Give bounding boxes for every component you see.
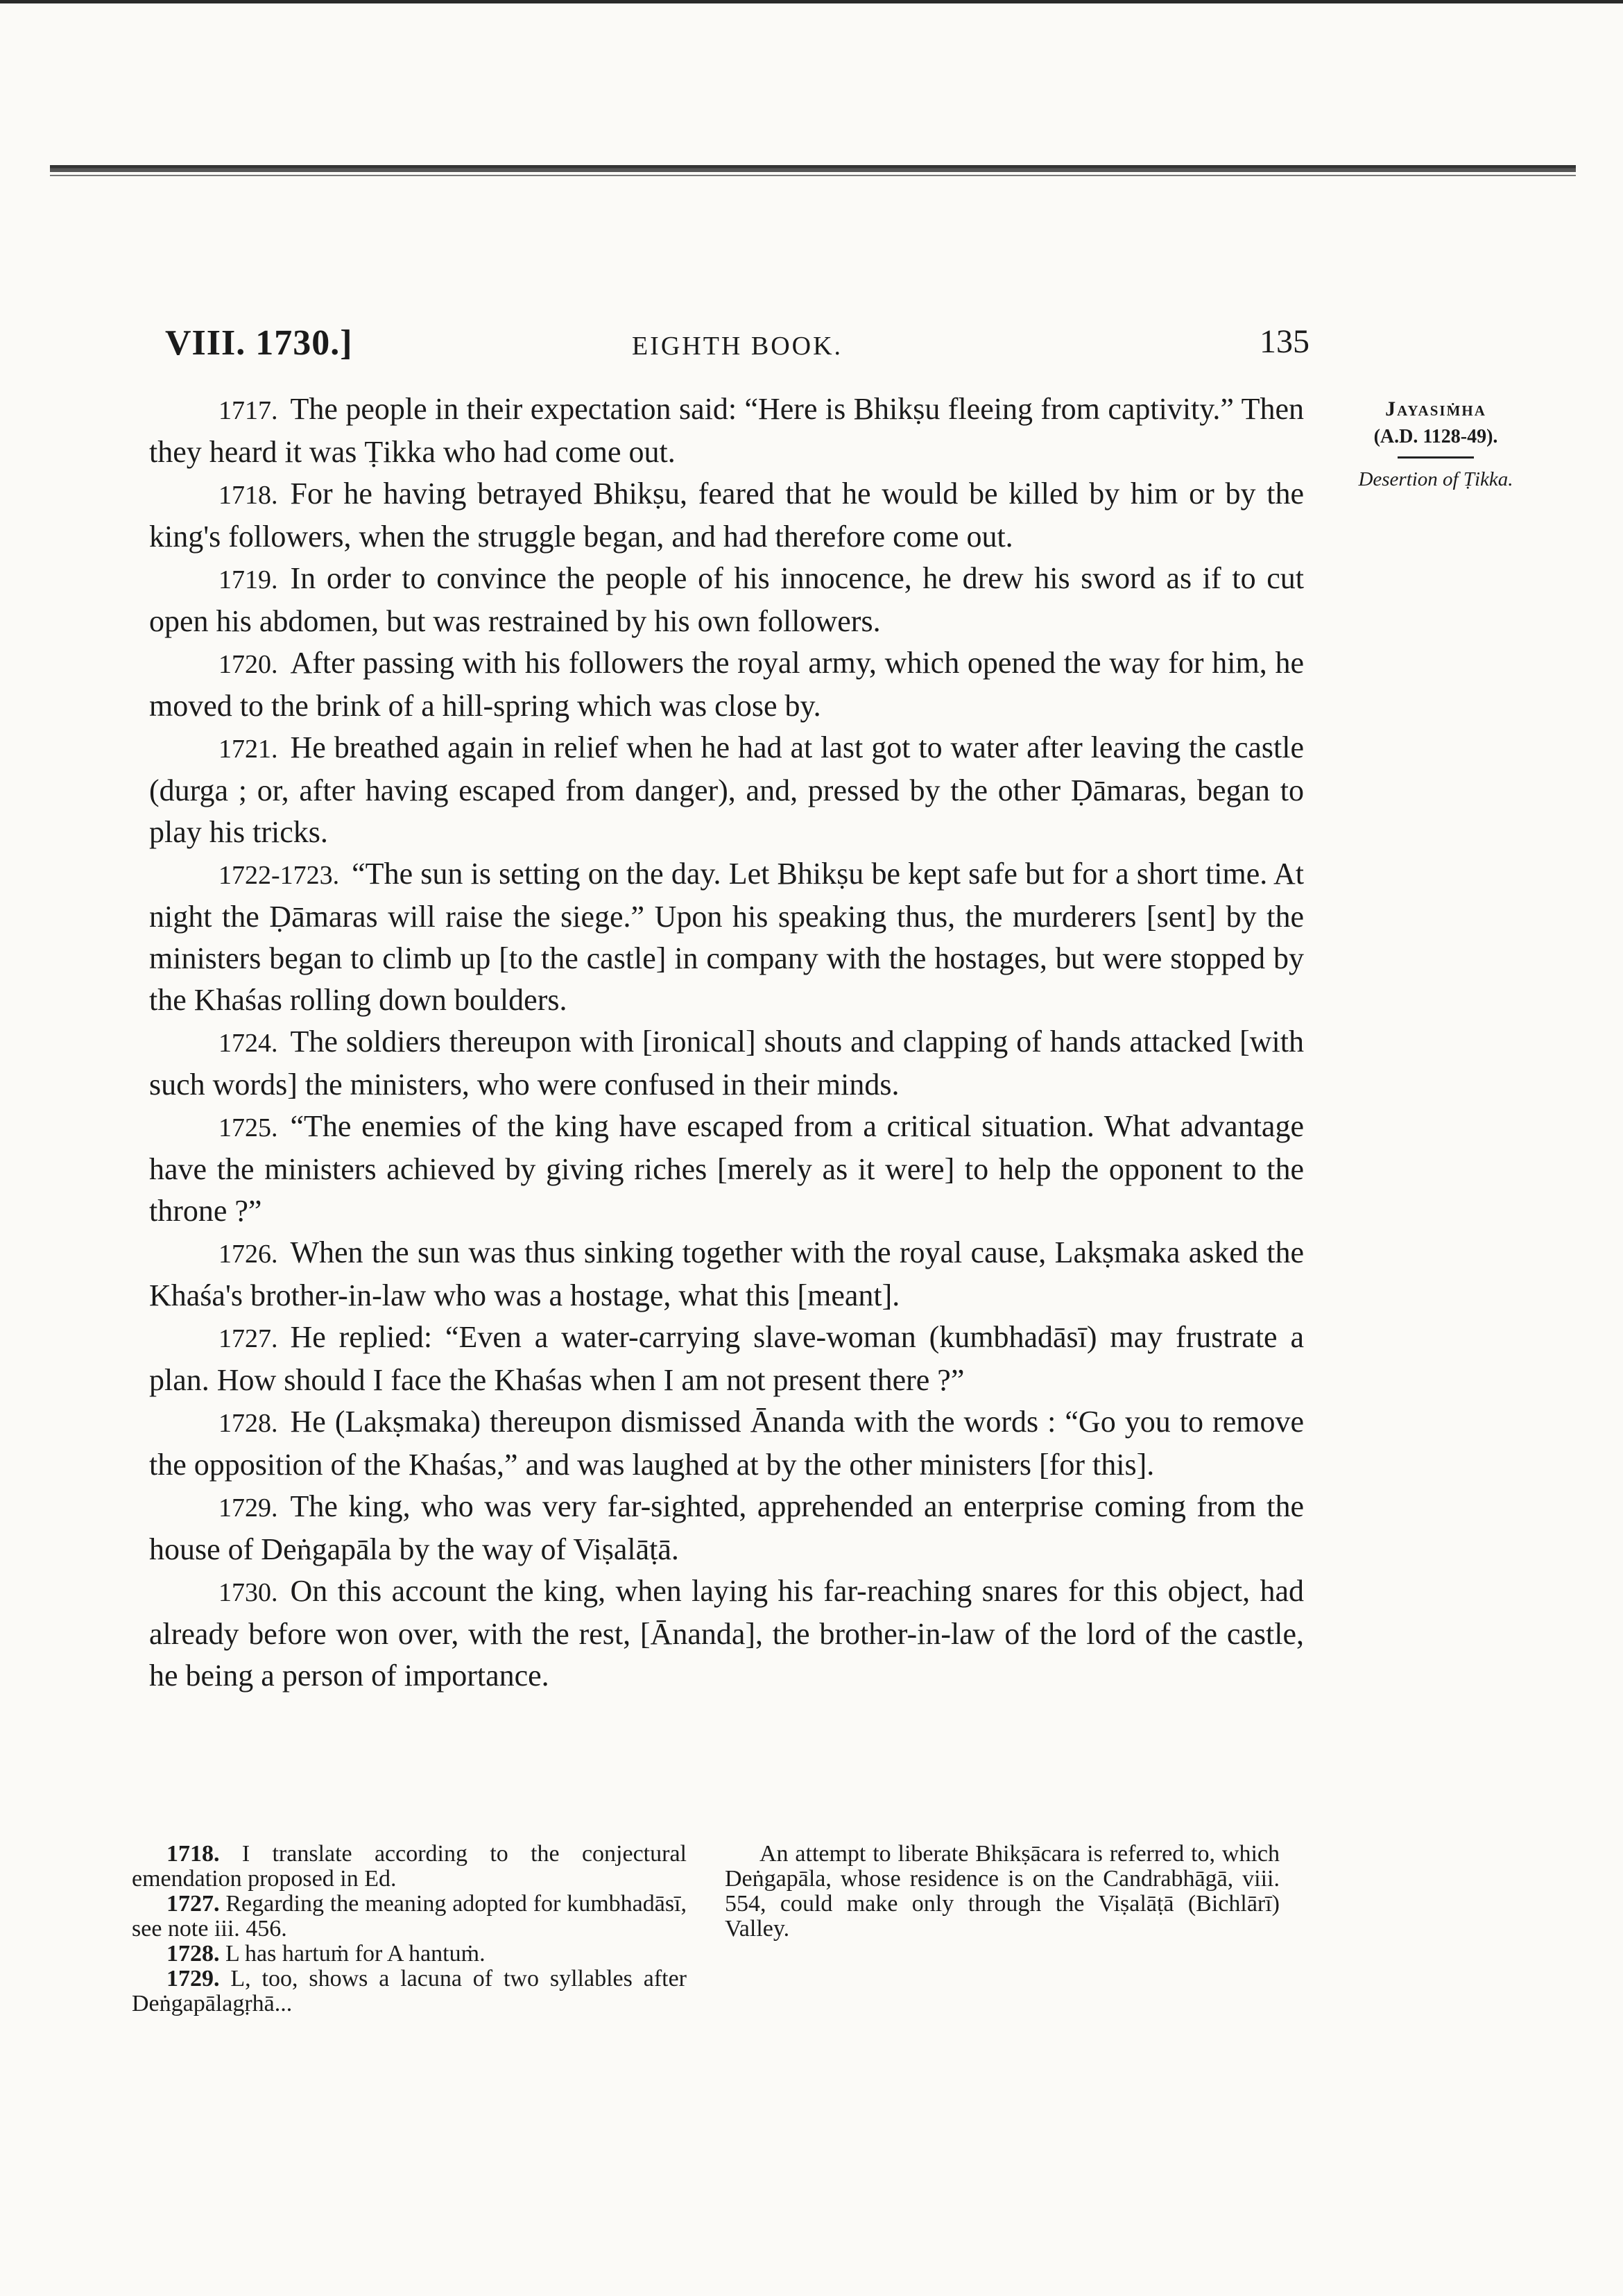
footnote — [132, 1892, 687, 1942]
verse-paragraph — [149, 388, 1304, 473]
footnote-number: 1729. — [166, 1966, 220, 1991]
footnotes-right-column — [725, 1842, 1280, 1942]
verse-paragraph — [149, 1106, 1304, 1232]
footnote — [132, 1942, 687, 1967]
verse-number: 1726. — [218, 1240, 278, 1269]
verse-number: 1729. — [218, 1493, 278, 1523]
verse-text: The soldiers thereupon with [ironical] shouts and clapping of hands attacked [with such words] the ministers, who were confused in their minds. — [149, 1025, 1304, 1102]
verse-paragraph — [149, 1570, 1304, 1697]
footnote-text: L has hartuṁ for A hantuṁ. — [225, 1941, 486, 1967]
verse-number: 1722-1723. — [218, 861, 340, 890]
running-header — [165, 323, 1309, 371]
main-text — [149, 388, 1304, 1697]
verse-text: For he having betrayed Bhikṣu, feared that he would be killed by him or by the king's followers, when the struggle began, and had therefore come out. — [149, 477, 1304, 554]
verse-text: He breathed again in relief when he had at last got to water after leaving the castle (durga ; or, after having escaped from danger), and, pressed by the other Ḍāmaras, began to play his tricks. — [149, 730, 1304, 849]
verse-paragraph — [149, 1486, 1304, 1570]
footnote-number: 1727. — [166, 1891, 220, 1917]
verse-number: 1720. — [218, 650, 278, 679]
verse-number: 1727. — [218, 1324, 278, 1353]
footnote-text: Regarding the meaning adopted for kumbhadāsī, see note iii. 456. — [132, 1891, 687, 1942]
verse-paragraph — [149, 727, 1304, 853]
footnotes-left-column — [132, 1842, 687, 2016]
verse-text: The king, who was very far-sighted, apprehended an enterprise coming from the house of Deṅgapāla by the way of Viṣalāṭā. — [149, 1489, 1304, 1566]
verse-paragraph — [149, 642, 1304, 727]
verse-number: 1728. — [218, 1409, 278, 1438]
margin-section-title: Desertion of Ṭikka. — [1358, 468, 1513, 490]
margin-rule — [1398, 456, 1474, 459]
verse-text: He (Lakṣmaka) thereupon dismissed Ānanda with the words : “Go you to remove the opposition of the Khaśas,” and was laughed at by the other ministers [for this]. — [149, 1405, 1304, 1482]
book-verse-reference: VIII. 1730.] — [165, 323, 353, 363]
page-number: 135 — [1260, 323, 1309, 360]
verse-text: “The sun is setting on the day. Let Bhikṣu be kept safe but for a short time. At night the Ḍāmaras will raise the siege.” Upon his speaking thus, the murderers [sent] by the ministers began to climb up [to the castle] in company with the hostages, but were stopped by the Khaśas rolling down boulders. — [149, 857, 1304, 1017]
book-title: EIGHTH BOOK. — [631, 332, 843, 361]
header-rule — [50, 165, 1576, 172]
verse-paragraph — [149, 558, 1304, 642]
verse-paragraph — [149, 1021, 1304, 1106]
verse-number: 1718. — [218, 481, 278, 510]
verse-text: After passing with his followers the royal army, which opened the way for him, he moved to the brink of a hill-spring which was close by. — [149, 646, 1304, 723]
header-rule-thin — [50, 175, 1576, 176]
footnote-number: 1718. — [166, 1841, 220, 1867]
margin-king-name: Jayasiṁha — [1385, 397, 1486, 420]
footnote-text: An attempt to liberate Bhikṣācara is referred to, which Deṅgapāla, whose residence is on the Candrabhāgā, viii. 554, could make only through the Viṣalāṭā (Bichlārī) Valley. — [725, 1841, 1280, 1942]
footnote — [132, 1967, 687, 2016]
verse-text: “The enemies of the king have escaped from a critical situation. What advantage have the ministers achieved by giving riches [merely as it were] to help the opponent to the throne ?” — [149, 1109, 1304, 1228]
verse-text: On this account the king, when laying his far-reaching snares for this object, had already before won over, with the rest, [Ānanda], the brother-in-law of the lord of the castle, he being a person of importance. — [149, 1574, 1304, 1693]
verse-text: When the sun was thus sinking together with the royal cause, Lakṣmaka asked the Khaśa's brother-in-law who was a hostage, what this [meant]. — [149, 1235, 1304, 1312]
margin-king-dates: (A.D. 1128-49). — [1373, 426, 1498, 447]
verse-number: 1717. — [218, 396, 278, 425]
scan-top-edge — [0, 0, 1623, 3]
verse-number: 1721. — [218, 735, 278, 764]
verse-number: 1719. — [218, 565, 278, 594]
verse-paragraph — [149, 853, 1304, 1021]
verse-text: In order to convince the people of his innocence, he drew his sword as if to cut open his abdomen, but was restrained by his own followers. — [149, 561, 1304, 638]
margin-notes — [1318, 395, 1554, 493]
verse-number: 1724. — [218, 1029, 278, 1058]
verse-paragraph — [149, 1232, 1304, 1317]
footnote — [725, 1842, 1280, 1942]
verse-paragraph — [149, 1401, 1304, 1486]
footnote-number: 1728. — [166, 1941, 220, 1967]
footnote-text: L, too, shows a lacuna of two syllables after Deṅgapālagṛhā... — [132, 1966, 687, 2016]
verse-number: 1730. — [218, 1578, 278, 1607]
footnote-text: I translate according to the conjectural emendation proposed in Ed. — [132, 1841, 687, 1892]
verse-paragraph — [149, 473, 1304, 558]
verse-text: The people in their expectation said: “Here is Bhikṣu fleeing from captivity.” Then they heard it was Ṭikka who had come out. — [149, 392, 1304, 469]
footnote — [132, 1842, 687, 1892]
verse-paragraph — [149, 1317, 1304, 1401]
verse-number: 1725. — [218, 1113, 278, 1142]
verse-text: He replied: “Even a water-carrying slave-woman (kumbhadāsī) may frustrate a plan. How should I face the Khaśas when I am not present there ?” — [149, 1320, 1304, 1397]
